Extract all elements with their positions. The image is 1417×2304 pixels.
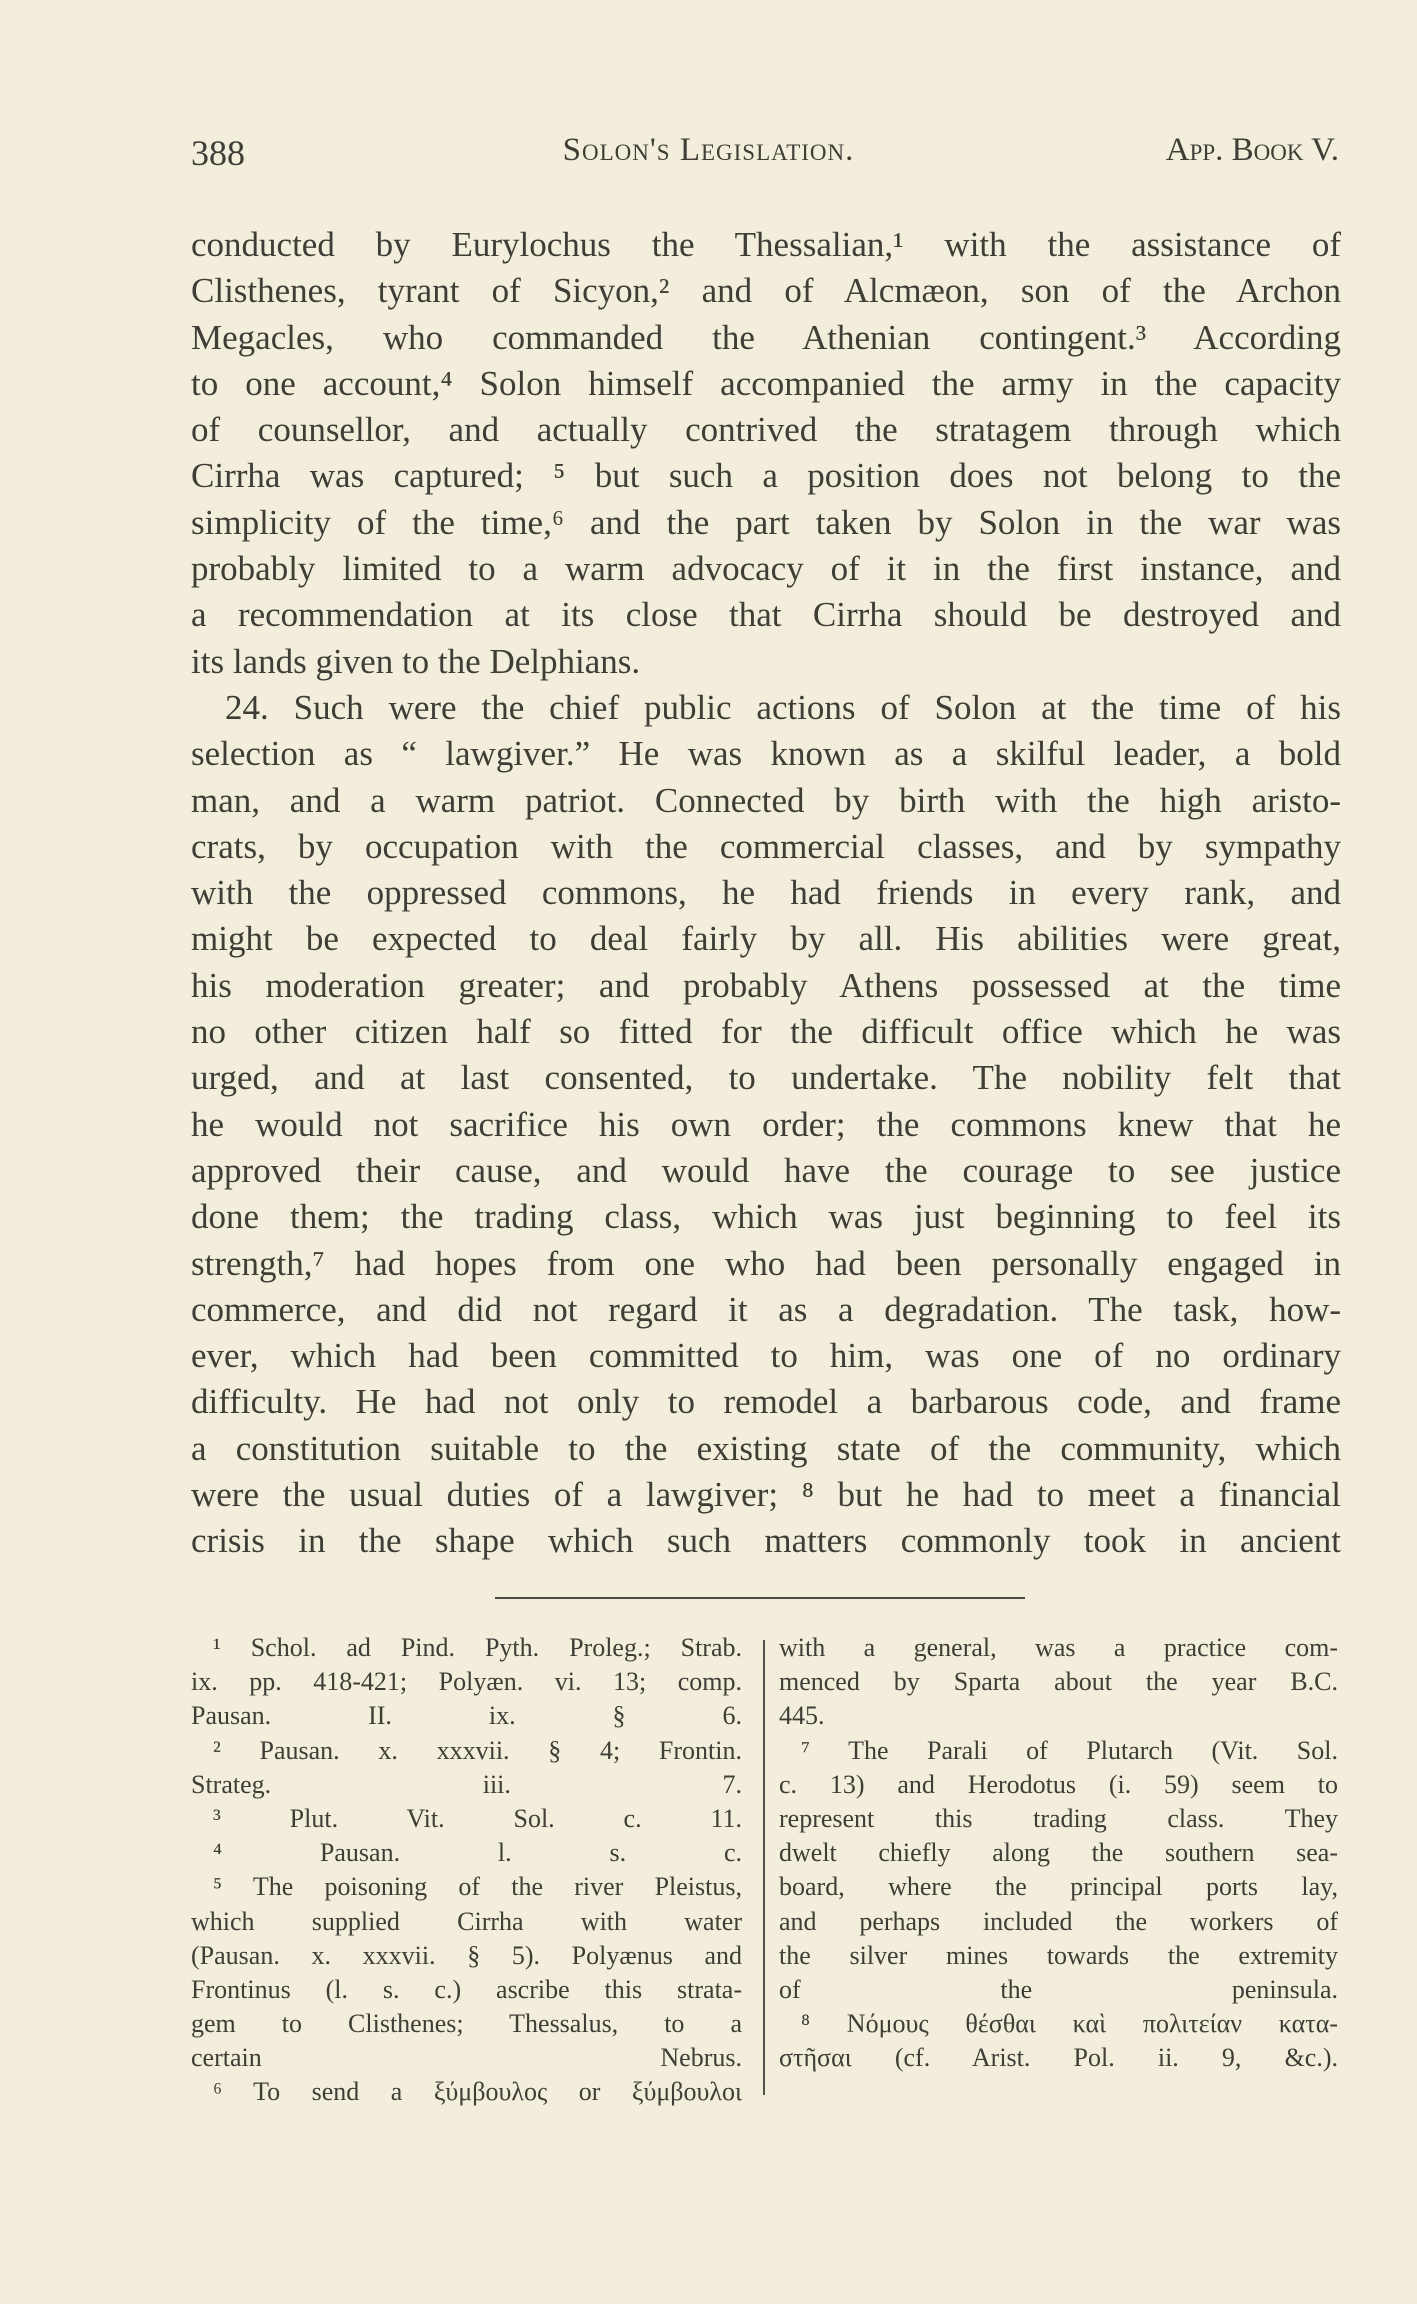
body-line: no other citizen half so fitted for the difficult office which he was [191, 1012, 1341, 1052]
body-line: a recommendation at its close that Cirrha should be destroyed and [191, 595, 1341, 635]
column-divider [763, 1640, 765, 2095]
body-line: his moderation greater; and probably Athens possessed at the time [191, 965, 1341, 1005]
running-title: Solon's Legislation. [562, 132, 855, 168]
body-line: commerce, and did not regard it as a degradation. The task, how- [191, 1289, 1341, 1329]
footnote-line: Pausan. II. ix. § 6. [191, 1701, 742, 1731]
footnotes-right-column [779, 1631, 1338, 2075]
footnote-line: which supplied Cirrha with water [191, 1906, 742, 1936]
body-line: a constitution suitable to the existing state of the community, which [191, 1428, 1341, 1468]
body-line: approved their cause, and would have the courage to see justice [191, 1150, 1341, 1190]
footnote-line: ⁷ The Parali of Plutarch (Vit. Sol. [801, 1735, 1338, 1765]
body-line: strength,⁷ had hopes from one who had been personally engaged in [191, 1243, 1341, 1283]
body-line: might be expected to deal fairly by all. His abilities were great, [191, 919, 1341, 959]
body-line: were the usual duties of a lawgiver; ⁸ but he had to meet a financial [191, 1475, 1341, 1515]
footnote-line: menced by Sparta about the year B.C. [779, 1667, 1338, 1697]
page-number: 388 [191, 133, 245, 173]
body-line: man, and a warm patriot. Connected by birth with the high aristo- [191, 780, 1341, 820]
footnote-line: certain Nebrus. [191, 2043, 742, 2073]
body-line: its lands given to the Delphians. [191, 641, 641, 681]
footnote-line: the silver mines towards the extremity [779, 1940, 1338, 1970]
body-line: done them; the trading class, which was just beginning to feel its [191, 1197, 1341, 1237]
body-line: urged, and at last consented, to undertake. The nobility felt that [191, 1058, 1341, 1098]
body-line: of counsellor, and actually contrived the stratagem through which [191, 410, 1341, 450]
body-line: difficulty. He had not only to remodel a barbarous code, and frame [191, 1382, 1341, 1422]
footnote-line: of the peninsula. [779, 1974, 1338, 2004]
footnotes-left-column [191, 1631, 742, 2110]
footnote-line: ⁶ To send a ξύμβουλος or ξύμβουλοι [213, 2077, 742, 2107]
footnote-divider [495, 1597, 1025, 1599]
footnote-line: board, where the principal ports lay, [779, 1872, 1338, 1902]
body-line: he would not sacrifice his own order; the commons knew that he [191, 1104, 1341, 1144]
body-line: with the oppressed commons, he had friends in every rank, and [191, 873, 1341, 913]
footnote-line: and perhaps included the workers of [779, 1906, 1338, 1936]
footnote-line: Frontinus (l. s. c.) ascribe this strata- [191, 1974, 742, 2004]
body-text [191, 222, 1341, 1565]
body-line: simplicity of the time,⁶ and the part taken by Solon in the war was [191, 502, 1341, 542]
footnote-line: στῆσαι (cf. Arist. Pol. ii. 9, &c.). [779, 2043, 1338, 2073]
footnote-line: ⁸ Νόμους θέσθαι καὶ πολιτείαν κατα- [801, 2009, 1338, 2039]
footnote-line: gem to Clisthenes; Thessalus, to a [191, 2009, 742, 2039]
footnote-line: ³ Plut. Vit. Sol. c. 11. [213, 1803, 742, 1833]
body-line: conducted by Eurylochus the Thessalian,¹ with the assistance of [191, 225, 1341, 264]
footnote-line: ⁵ The poisoning of the river Pleistus, [213, 1872, 742, 1902]
body-line: Cirrha was captured; ⁵ but such a position does not belong to the [191, 456, 1341, 496]
footnote-line: ¹ Schol. ad Pind. Pyth. Proleg.; Strab. [213, 1633, 742, 1662]
body-line: crisis in the shape which such matters commonly took in ancient [191, 1521, 1341, 1561]
book-reference: App. Book V. [1165, 132, 1339, 168]
footnote-line: ix. pp. 418-421; Polyæn. vi. 13; comp. [191, 1667, 742, 1697]
footnote-line: ² Pausan. x. xxxvii. § 4; Frontin. [213, 1735, 742, 1765]
body-line: ever, which had been committed to him, was one of no ordinary [191, 1336, 1341, 1376]
footnote-line: dwelt chiefly along the southern sea- [779, 1838, 1338, 1868]
footnote-line: with a general, was a practice com- [779, 1633, 1338, 1662]
body-line: probably limited to a warm advocacy of it in the first instance, and [191, 549, 1341, 589]
footnote-line: represent this trading class. They [779, 1803, 1338, 1833]
body-line: Megacles, who commanded the Athenian contingent.³ According [191, 317, 1341, 357]
body-line: crats, by occupation with the commercial classes, and by sympathy [191, 826, 1341, 866]
body-line: 24. Such were the chief public actions of Solon at the time of his [225, 687, 1341, 727]
body-line: Clisthenes, tyrant of Sicyon,² and of Alcmæon, son of the Archon [191, 271, 1341, 311]
body-line: to one account,⁴ Solon himself accompanied the army in the capacity [191, 363, 1341, 403]
body-line: selection as “ lawgiver.” He was known as a skilful leader, a bold [191, 734, 1341, 774]
footnote-line: Strateg. iii. 7. [191, 1769, 742, 1799]
footnote-line: (Pausan. x. xxxvii. § 5). Polyænus and [191, 1940, 742, 1970]
footnote-line: 445. [779, 1701, 825, 1731]
footnote-line: c. 13) and Herodotus (i. 59) seem to [779, 1769, 1338, 1799]
footnote-line: ⁴ Pausan. l. s. c. [213, 1838, 742, 1868]
